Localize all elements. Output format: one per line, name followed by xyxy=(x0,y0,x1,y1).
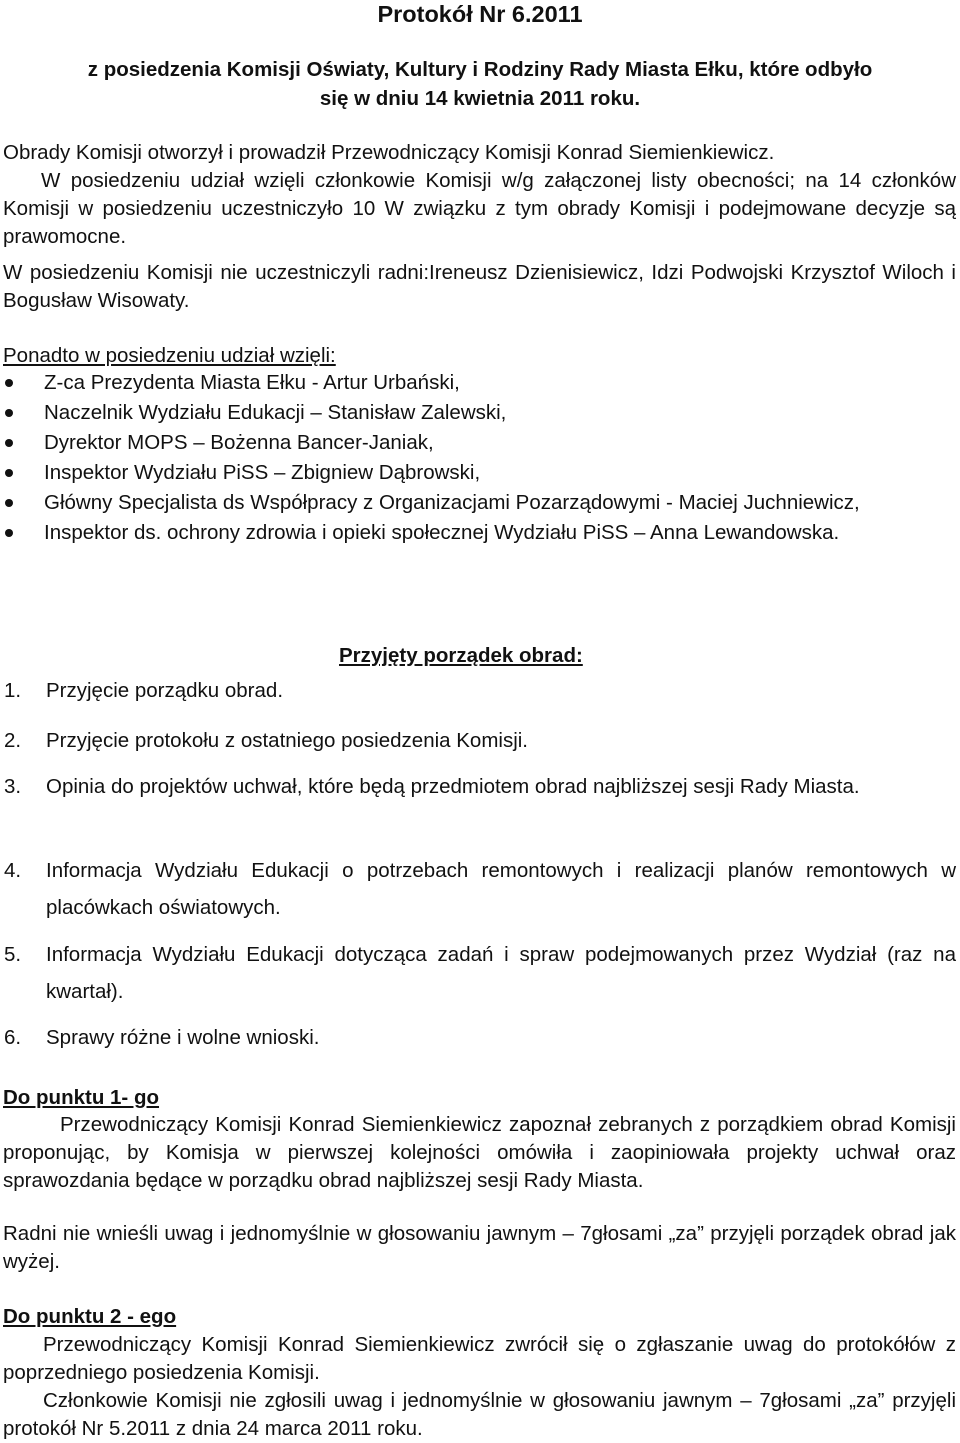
bullet-icon xyxy=(5,469,13,477)
guest-item: Główny Specjalista ds Współpracy z Organizacjami Pozarządowymi - Maciej Juchniewicz, xyxy=(0,488,956,518)
point2-paragraph-2: Członkowie Komisji nie zgłosili uwag i jednomyślnie w głosowaniu jawnym – 7głosami „za” przyjęli protokół Nr 5.2011 z dnia 24 marca 2011 roku. xyxy=(3,1389,956,1440)
point1-paragraph-1: Przewodniczący Komisji Konrad Siemienkiewicz zapoznał zebranych z porządkiem obrad Komisji proponując, by Komisja w pierwszej kolejności omówiła i zaopiniowała projekty uchwał oraz sprawozdania będące w porządku obrad najbliższej sesji Rady Miasta. xyxy=(3,1113,956,1192)
agenda-number: 5. xyxy=(4,943,22,966)
intro-paragraph: Obrady Komisji otworzył i prowadził Przewodniczący Komisji Konrad Siemienkiewicz. xyxy=(3,141,775,164)
bullet-icon xyxy=(5,379,13,387)
bullet-icon xyxy=(5,409,13,417)
guest-item: Dyrektor MOPS – Bożenna Bancer-Janiak, xyxy=(0,428,956,458)
guests-heading: Ponadto w posiedzeniu udział wzięli: xyxy=(3,344,336,367)
agenda-text: Sprawy różne i wolne wnioski. xyxy=(46,1026,320,1049)
agenda-number: 3. xyxy=(4,775,22,798)
document-subtitle xyxy=(0,55,960,113)
point1-heading: Do punktu 1- go xyxy=(3,1086,160,1109)
point2-heading: Do punktu 2 - ego xyxy=(3,1305,177,1328)
agenda-number: 2. xyxy=(4,729,22,752)
agenda-text: Opinia do projektów uchwał, które będą przedmiotem obrad najbliższej sesji Rady Miasta. xyxy=(46,775,860,798)
attendance-paragraph: W posiedzeniu udział wzięli członkowie Komisji w/g załączonej listy obecności; na 14 członków Komisji w posiedzeniu uczestniczyło 10 W związku z tym obrady Komisji i podejmowane decyzje są prawomocne. xyxy=(3,169,956,248)
absent-paragraph: W posiedzeniu Komisji nie uczestniczyli radni:Ireneusz Dzienisiewicz, Idzi Podwojski Krzysztof Wiloch i Bogusław Wisowaty. xyxy=(3,261,956,312)
point1-paragraph-2: Radni nie wnieśli uwag i jednomyślnie w głosowaniu jawnym – 7głosami „za” przyjęli porządek obrad jak wyżej. xyxy=(3,1222,956,1273)
guest-item: Naczelnik Wydziału Edukacji – Stanisław Zalewski, xyxy=(0,398,956,428)
agenda-text: Informacja Wydziału Edukacji o potrzebach remontowych i realizacji planów remontowych w placówkach oświatowych. xyxy=(46,859,956,919)
guests-list xyxy=(0,368,956,548)
bullet-icon xyxy=(5,439,13,447)
agenda-heading: Przyjęty porządek obrad: xyxy=(339,644,583,667)
guest-item: Z-ca Prezydenta Miasta Ełku - Artur Urbański, xyxy=(0,368,956,398)
bullet-icon xyxy=(5,529,13,537)
document-title: Protokół Nr 6.2011 xyxy=(377,1,583,27)
point2-paragraph-1: Przewodniczący Komisji Konrad Siemienkiewicz zwrócił się o zgłaszanie uwag do protokółów z poprzedniego posiedzenia Komisji. xyxy=(3,1333,956,1384)
agenda-number: 1. xyxy=(4,679,22,702)
agenda-text: Informacja Wydziału Edukacji dotycząca zadań i spraw podejmowanych przez Wydział (raz na kwartał). xyxy=(46,943,956,1003)
agenda-text: Przyjęcie porządku obrad. xyxy=(46,679,284,702)
agenda-number: 6. xyxy=(4,1026,22,1049)
agenda-text: Przyjęcie protokołu z ostatniego posiedzenia Komisji. xyxy=(46,729,529,752)
agenda-number: 4. xyxy=(4,859,22,882)
subtitle-line-1: z posiedzenia Komisji Oświaty, Kultury i Rodziny Rady Miasta Ełku, które odbyło xyxy=(87,58,873,81)
subtitle-line-2: się w dniu 14 kwietnia 2011 roku. xyxy=(319,87,641,110)
bullet-icon xyxy=(5,499,13,507)
guest-item: Inspektor Wydziału PiSS – Zbigniew Dąbrowski, xyxy=(0,458,956,488)
guest-item: Inspektor ds. ochrony zdrowia i opieki społecznej Wydziału PiSS – Anna Lewandowska. xyxy=(0,518,956,548)
